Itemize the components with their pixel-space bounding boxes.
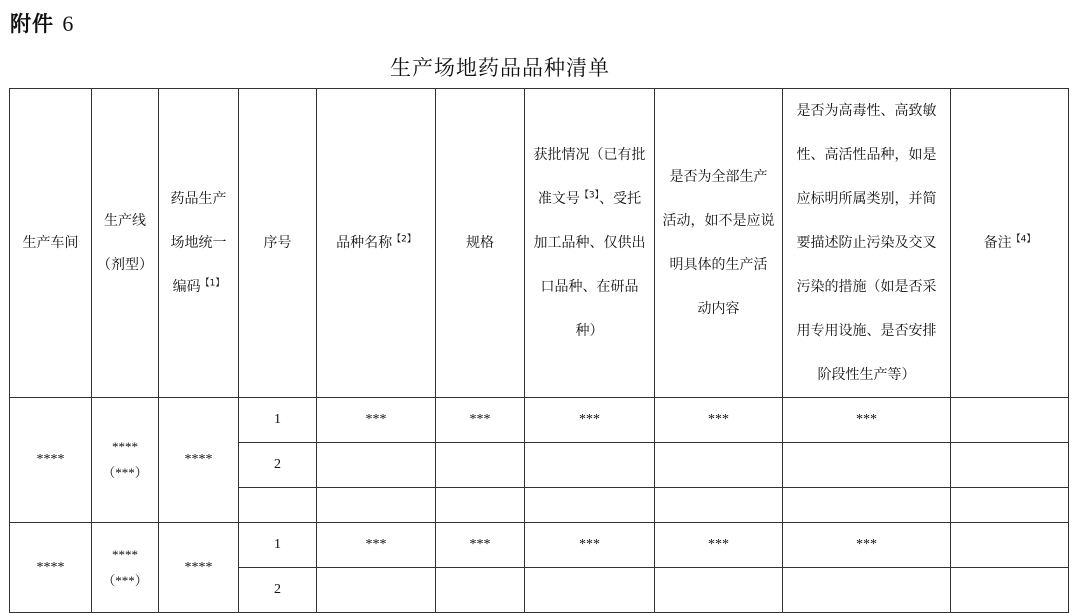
header-toxicity-label: 是否为高毒性、高致敏 性、高活性品种，如是 应标明所属类别，并简 要描述防止污染及交叉 污染的措施（如是否采 用专用设施、是否安排 阶段性生产等） xyxy=(796,103,937,383)
index-cell: 1 xyxy=(239,398,317,443)
approval-cell: *** xyxy=(525,523,655,568)
activity-cell xyxy=(655,443,783,488)
header-site-code-label xyxy=(171,177,227,309)
toxicity-cell: *** xyxy=(783,523,951,568)
header-product-name-label xyxy=(336,221,416,265)
header-approval xyxy=(525,89,655,398)
activity-cell xyxy=(655,488,783,523)
product-name-cell xyxy=(317,568,436,613)
production-line-form: （***） xyxy=(102,572,148,588)
table-row xyxy=(10,523,1069,568)
product-name-cell: *** xyxy=(317,523,436,568)
header-row xyxy=(10,89,1069,398)
header-production-line xyxy=(92,89,159,398)
header-site-code-note: 【1】 xyxy=(200,278,225,289)
workshop-cell: **** xyxy=(10,523,92,613)
page-title xyxy=(0,52,1000,82)
remark-cell xyxy=(951,523,1069,568)
approval-cell xyxy=(525,443,655,488)
site-code-cell: **** xyxy=(159,523,239,613)
header-workshop-label: 生产车间 xyxy=(22,235,79,251)
activity-cell: *** xyxy=(655,398,783,443)
production-line-name: **** xyxy=(112,439,138,454)
activity-cell xyxy=(655,568,783,613)
header-remark-label xyxy=(984,221,1036,265)
production-line-name: **** xyxy=(112,546,138,562)
spec-cell xyxy=(436,443,525,488)
product-list-table xyxy=(9,88,1069,613)
spec-cell xyxy=(436,488,525,523)
header-remark-text: 备注 xyxy=(983,235,1012,251)
index-cell: 1 xyxy=(239,523,317,568)
header-product-name-note: 【2】 xyxy=(392,234,416,245)
header-remark-note: 【4】 xyxy=(1011,234,1036,245)
attachment-label-text: 附件 xyxy=(10,12,54,36)
page-title-text: 生产场地药品品种清单 xyxy=(390,56,610,80)
header-index xyxy=(239,89,317,398)
header-approval-text-after: 、受托 加工品种、仅供出 口品种、在研品 种） xyxy=(533,191,646,339)
index-cell: 2 xyxy=(239,568,317,613)
header-toxicity xyxy=(783,89,951,398)
toxicity-cell xyxy=(783,443,951,488)
spec-cell: *** xyxy=(436,398,525,443)
toxicity-cell xyxy=(783,568,951,613)
header-site-code-text: 药品生产 场地统一 编码 xyxy=(170,191,227,295)
header-approval-label xyxy=(534,133,646,353)
attachment-number: 6 xyxy=(62,11,75,36)
approval-cell xyxy=(525,488,655,523)
activity-cell: *** xyxy=(655,523,783,568)
header-spec xyxy=(436,89,525,398)
header-approval-note: 【3】 xyxy=(579,190,600,201)
header-activity-label: 是否为全部生产 活动，如不是应说 明具体的生产活 动内容 xyxy=(662,169,775,317)
header-workshop xyxy=(10,89,92,398)
header-site-code xyxy=(159,89,239,398)
approval-cell xyxy=(525,568,655,613)
index-cell: 2 xyxy=(239,443,317,488)
header-product-name xyxy=(317,89,436,398)
toxicity-cell: *** xyxy=(783,398,951,443)
product-name-cell: *** xyxy=(317,398,436,443)
remark-cell xyxy=(951,568,1069,613)
site-code-cell: **** xyxy=(159,398,239,523)
product-name-cell xyxy=(317,443,436,488)
header-approval-text: 获批情况（已有批 准文号 xyxy=(533,147,646,207)
spec-cell xyxy=(436,568,525,613)
remark-cell xyxy=(951,488,1069,523)
production-line-cell xyxy=(92,523,159,613)
header-index-label: 序号 xyxy=(263,235,292,251)
product-name-cell xyxy=(317,488,436,523)
workshop-cell: **** xyxy=(10,398,92,523)
spec-cell: *** xyxy=(436,523,525,568)
production-line-form: （***） xyxy=(102,465,148,480)
header-remark xyxy=(951,89,1069,398)
attachment-label xyxy=(10,8,74,38)
remark-cell xyxy=(951,398,1069,443)
header-spec-label: 规格 xyxy=(466,235,494,251)
toxicity-cell xyxy=(783,488,951,523)
index-cell xyxy=(239,488,317,523)
header-activity xyxy=(655,89,783,398)
header-production-line-label: 生产线 （剂型） xyxy=(97,213,153,273)
approval-cell: *** xyxy=(525,398,655,443)
production-line-cell xyxy=(92,398,159,523)
remark-cell xyxy=(951,443,1069,488)
header-product-name-text: 品种名称 xyxy=(336,235,393,251)
table-row xyxy=(10,398,1069,443)
